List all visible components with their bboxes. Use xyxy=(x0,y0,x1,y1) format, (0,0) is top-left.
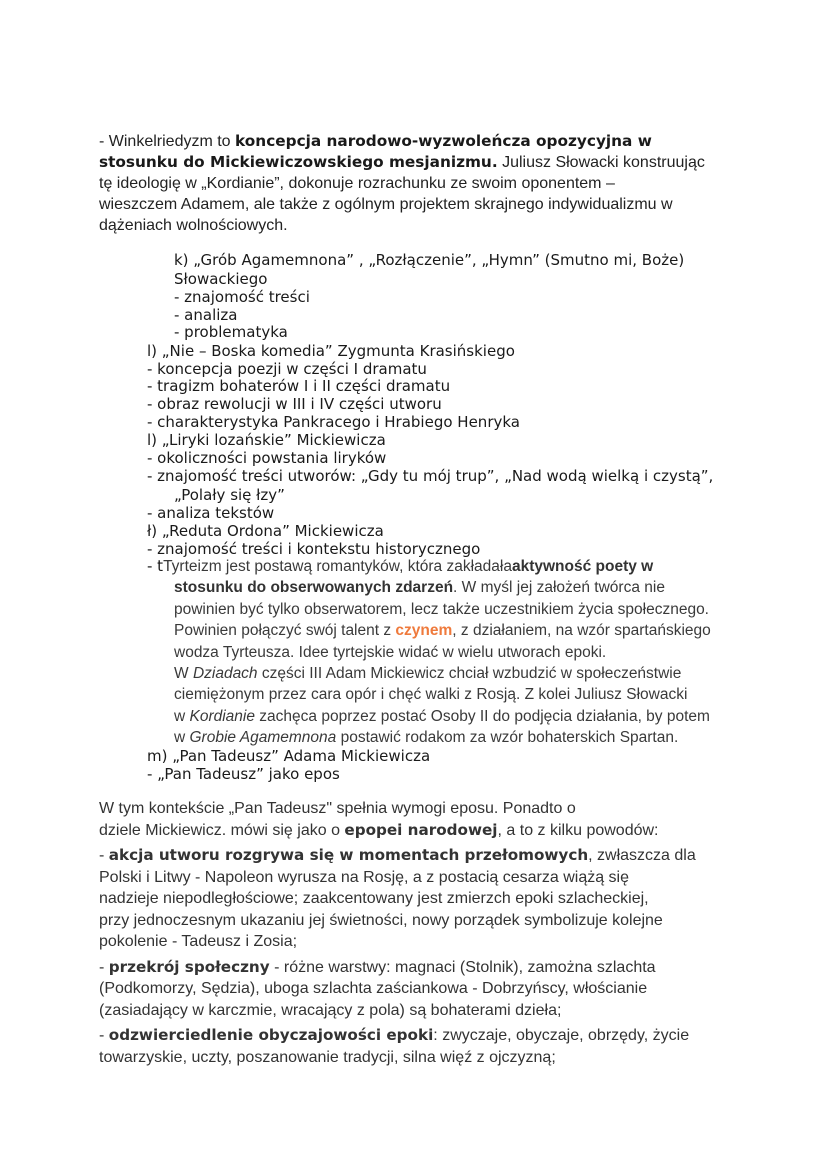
tyrteizm-text: wodza Tyrteusza. Idee tyrtejskie widać w wielu utworach epoki. xyxy=(174,643,607,661)
outline-item: l) „Liryki lozańskie” Mickiewicza xyxy=(147,431,386,449)
tyrteizm-text: w xyxy=(174,707,190,725)
outline-item: - znajomość treści i kontekstu historycznego xyxy=(147,540,481,558)
epos-text: , a to z kilku powodów: xyxy=(497,821,659,839)
title-kordian: Kordianie xyxy=(189,707,255,725)
tyrteizm-text: powinien być tylko obserwatorem, lecz także uczestnikiem życia społecznego. xyxy=(174,600,709,618)
epos-text: : zwyczaje, obyczaje, obrzędy, życie xyxy=(433,1027,690,1044)
tyrteizm-text: ciemiężonym przez cara opór i chęć walki z Rosją. Z kolei Juliusz Słowacki xyxy=(174,686,688,704)
outline-item: - okoliczności powstania liryków xyxy=(147,449,387,467)
intro-rest: Juliusz Słowacki konstruując xyxy=(497,154,705,171)
tyrteizm-lead: - t xyxy=(147,557,164,575)
tyrteizm-text: , z działaniem, na wzór spartańskiego xyxy=(452,622,711,640)
tyrteizm-text: części III Adam Mickiewicz chciał wzbudzić w społeczeństwie xyxy=(257,665,682,683)
tyrteizm-text: w xyxy=(174,729,190,747)
intro-bold-2: stosunku do Mickiewiczowskiego mesjanizmu. xyxy=(99,153,498,171)
title-dziady: Dziadach xyxy=(192,665,258,683)
tyrteizm-block xyxy=(147,556,747,749)
tyrteizm-text: postawić rodakom za wzór bohaterskich Spartan. xyxy=(336,729,679,747)
tyrteizm-text: zachęca poprzez postać Osoby II do podjęcia działania, by potem xyxy=(255,707,710,725)
intro-line-5: dążeniach wolnościowych. xyxy=(99,217,288,234)
epos-text: dziele Mickiewicz. mówi się jako o xyxy=(99,821,345,839)
epos-line: nadzieje niepodległościowe; zaakcentowany jest zmierzch epoki szlacheckiej, xyxy=(99,890,649,907)
epos-text: - różne warstwy: magnaci (Stolnik), zamożna szlachta xyxy=(269,958,656,976)
outline-item: - znajomość treści xyxy=(174,288,310,306)
outline-item: Słowackiego xyxy=(174,270,268,288)
outline-item: - „Pan Tadeusz” jako epos xyxy=(147,765,340,783)
outline-item: k) „Grób Agamemnona” , „Rozłączenie”, „Hymn” (Smutno mi, Boże) xyxy=(174,251,685,269)
outline-item: - analiza tekstów xyxy=(147,504,275,522)
tyrteizm-bold: stosunku do obserwowanych zdarzeń xyxy=(174,579,454,597)
epos-line: (Podkomorzy, Sędzia), uboga szlachta zaściankowa - Dobrzyńscy, włościanie xyxy=(99,980,648,997)
outline-item: - znajomość treści utworów: „Gdy tu mój trup”, „Nad wodą wielką i czystą”, xyxy=(147,467,714,485)
outline-item: - tragizm bohaterów I i II części dramatu xyxy=(147,377,451,395)
epos-bold: przekrój społeczny xyxy=(108,957,270,976)
epos-bold: odzwierciedlenie obyczajowości epoki xyxy=(108,1026,434,1044)
epos-line: Polski i Litwy - Napoleon wyrusza na Rosję, a z postacią cesarza wiążą się xyxy=(99,868,630,886)
bullet-dash: - xyxy=(99,1027,109,1044)
outline-item: ł) „Reduta Ordona” Mickiewicza xyxy=(147,522,384,540)
outline-item: - charakterystyka Pankracego i Hrabiego Henryka xyxy=(147,413,520,431)
intro-paragraph xyxy=(99,131,739,236)
outline-item: - analiza xyxy=(174,306,238,324)
epos-line: przy jednoczesnym ukazaniu jej świetności, nowy porządek symbolizuje kolejne xyxy=(99,911,663,929)
epos-bold: akcja utworu rozgrywa się w momentach przełomowych xyxy=(108,846,589,864)
epos-section xyxy=(99,798,739,1068)
title-grob-agamemnona: Grobie Agamemnona xyxy=(189,729,337,747)
tyrteizm-text: Powinien połączyć swój talent z xyxy=(174,622,396,640)
tyrteizm-bold: aktywność poety w xyxy=(511,558,654,575)
outline-item: - koncepcja poezji w części I dramatu xyxy=(147,360,427,378)
intro-bold-1: koncepcja narodowo-wyzwoleńcza opozycyjna w xyxy=(235,132,652,150)
epos-line: towarzyskie, uczty, poszanowanie tradycji, silna więź z ojczyzną; xyxy=(99,1048,556,1066)
tyrteizm-text: . W myśl jej założeń twórca nie xyxy=(453,579,665,597)
tyrteizm-text: Tyrteizm jest postawą romantyków, która zakładała xyxy=(163,558,512,575)
bullet-dash: - xyxy=(99,847,109,864)
outline-item: - obraz rewolucji w III i IV części utworu xyxy=(147,395,442,413)
bullet-dash: - xyxy=(99,958,109,976)
outline-item: - problematyka xyxy=(174,323,288,341)
intro-line-4: wieszczem Adamem, ale także z ogólnym projektem skrajnego indywidualizmu w xyxy=(99,196,673,213)
outline-item: m) „Pan Tadeusz” Adama Mickiewicza xyxy=(147,747,431,765)
intro-line-3: tę ideologię w „Kordianie”, dokonuje rozrachunku ze swoim oponentem – xyxy=(99,175,615,192)
outline-item: „Polały się łzy” xyxy=(174,486,285,504)
epos-line: pokolenie - Tadeusz i Zosia; xyxy=(99,933,298,950)
epos-text: , zwłaszcza dla xyxy=(588,847,696,864)
epos-line: (zasiadający w karczmie, wracający z pola) są bohaterami dzieła; xyxy=(99,1001,562,1019)
epos-bold: epopei narodowej xyxy=(344,820,498,839)
epos-line: W tym kontekście „Pan Tadeusz" spełnia wymogi eposu. Ponadto o xyxy=(99,800,576,817)
highlight-czynem: czynem xyxy=(395,622,453,640)
intro-prefix: - Winkelriedyzm to xyxy=(99,133,236,150)
tyrteizm-text: W xyxy=(174,665,193,683)
outline-item: l) „Nie – Boska komedia” Zygmunta Krasińskiego xyxy=(147,342,515,360)
